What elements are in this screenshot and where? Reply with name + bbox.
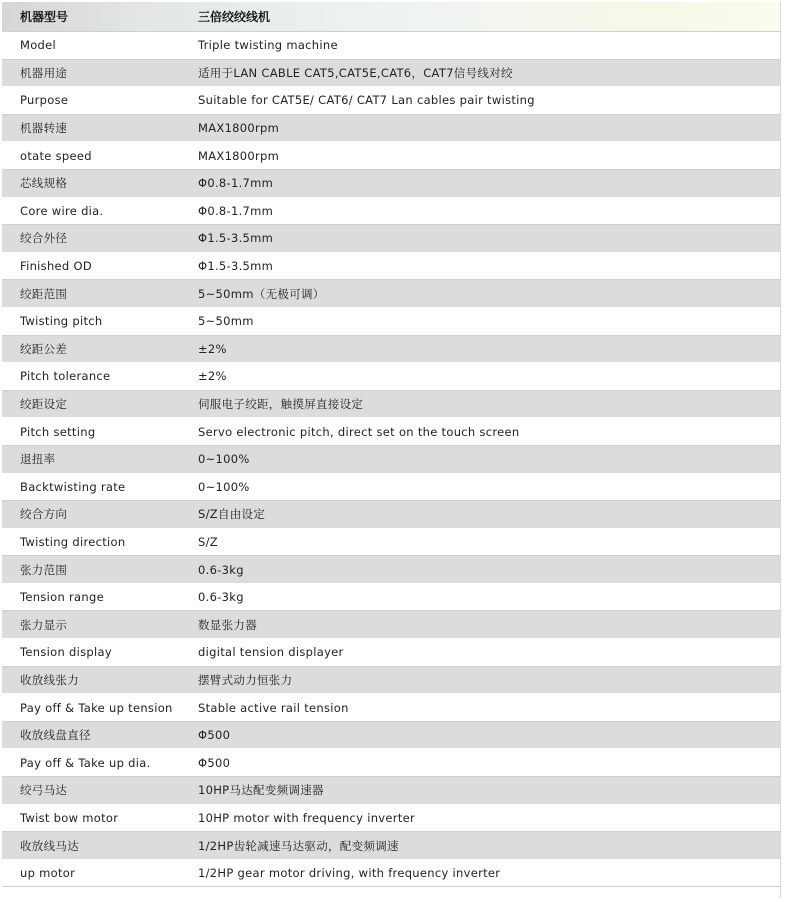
spec-label: 绞弓马达 (2, 777, 180, 805)
table-row (2, 280, 780, 308)
spec-label: Model (2, 32, 180, 60)
spec-value: S/Z (180, 528, 780, 556)
spec-value: 摆臂式动力恒张力 (180, 666, 780, 694)
spec-value: 数显张力器 (180, 611, 780, 639)
spec-label: Twisting pitch (2, 307, 180, 335)
spec-value: MAX1800rpm (180, 142, 780, 170)
spec-value: 5~50mm (180, 307, 780, 335)
table-row (2, 390, 780, 418)
spec-value: Triple twisting machine (180, 32, 780, 60)
table-row (2, 611, 780, 639)
spec-value: Φ1.5-3.5mm (180, 225, 780, 253)
table-row (2, 87, 780, 115)
spec-label: 退扭率 (2, 445, 180, 473)
spec-label: otate speed (2, 142, 180, 170)
spec-label: Backtwisting rate (2, 473, 180, 501)
table-row (2, 307, 780, 335)
table-row (2, 556, 780, 584)
header-model-label: 机器型号 (20, 10, 69, 24)
table-row (2, 859, 780, 887)
table-row (2, 749, 780, 777)
table-row (2, 832, 780, 860)
spec-value: 10HP motor with frequency inverter (180, 804, 780, 832)
table-row (2, 32, 780, 60)
table-row (2, 473, 780, 501)
spec-label: 收放线张力 (2, 666, 180, 694)
spec-value: 5~50mm（无极可调） (180, 280, 780, 308)
table-row (2, 335, 780, 363)
spec-label: Twist bow motor (2, 804, 180, 832)
spec-value: Φ500 (180, 749, 780, 777)
spec-label: 张力显示 (2, 611, 180, 639)
spec-label: Twisting direction (2, 528, 180, 556)
table-row (2, 197, 780, 225)
table-row (2, 583, 780, 611)
table-row (2, 225, 780, 253)
spec-label: 绞合方向 (2, 501, 180, 529)
spec-label: Pay off & Take up dia. (2, 749, 180, 777)
spec-label: Pitch tolerance (2, 363, 180, 391)
table-row (2, 666, 780, 694)
table-row (2, 363, 780, 391)
spec-value: 适用于LAN CABLE CAT5,CAT5E,CAT6，CAT7信号线对绞 (180, 59, 780, 87)
spec-label: 张力范围 (2, 556, 180, 584)
table-row (2, 445, 780, 473)
spec-value: digital tension displayer (180, 639, 780, 667)
table-row (2, 418, 780, 446)
spec-label: Finished OD (2, 252, 180, 280)
table-row (2, 804, 780, 832)
table-row (2, 114, 780, 142)
spec-label: Core wire dia. (2, 197, 180, 225)
table-row (2, 142, 780, 170)
spec-label: 收放线马达 (2, 832, 180, 860)
spec-label: 绞合外径 (2, 225, 180, 253)
table-right-border (780, 2, 781, 898)
spec-label: Tension display (2, 639, 180, 667)
spec-value: Stable active rail tension (180, 694, 780, 722)
spec-value: 0.6-3kg (180, 556, 780, 584)
table-row (2, 528, 780, 556)
spec-label: Pitch setting (2, 418, 180, 446)
spec-label: up motor (2, 859, 180, 887)
spec-value: Φ0.8-1.7mm (180, 169, 780, 197)
spec-label: 收放线盘直径 (2, 721, 180, 749)
table-row (2, 501, 780, 529)
spec-value: 0~100% (180, 473, 780, 501)
spec-label: Purpose (2, 87, 180, 115)
spec-label: 绞距公差 (2, 335, 180, 363)
spec-label: 芯线规格 (2, 169, 180, 197)
spec-value: S/Z自由设定 (180, 501, 780, 529)
spec-label: 机器转速 (2, 114, 180, 142)
spec-value: 0~100% (180, 445, 780, 473)
spec-label: 绞距范围 (2, 280, 180, 308)
header-machine-name: 三倍绞绞线机 (198, 10, 271, 24)
table-row (2, 694, 780, 722)
spec-table-body (2, 32, 780, 887)
table-row (2, 169, 780, 197)
table-row (2, 721, 780, 749)
spec-value: 1/2HP gear motor driving, with frequency inverter (180, 859, 780, 887)
spec-label: 机器用途 (2, 59, 180, 87)
spec-value: Φ1.5-3.5mm (180, 252, 780, 280)
spec-value: Servo electronic pitch, direct set on the touch screen (180, 418, 780, 446)
spec-value: 10HP马达配变频调速器 (180, 777, 780, 805)
spec-label: Pay off & Take up tension (2, 694, 180, 722)
spec-value: MAX1800rpm (180, 114, 780, 142)
spec-value: 伺服电子绞距，触摸屏直接设定 (180, 390, 780, 418)
spec-table (2, 2, 780, 887)
spec-value: Φ0.8-1.7mm (180, 197, 780, 225)
spec-label: Tension range (2, 583, 180, 611)
table-row (2, 252, 780, 280)
spec-value: Suitable for CAT5E/ CAT6/ CAT7 Lan cables pair twisting (180, 87, 780, 115)
spec-label: 绞距设定 (2, 390, 180, 418)
table-header-row (2, 2, 780, 32)
spec-value: Φ500 (180, 721, 780, 749)
table-row (2, 639, 780, 667)
spec-value: ±2% (180, 363, 780, 391)
spec-value: 1/2HP齿轮减速马达驱动，配变频调速 (180, 832, 780, 860)
table-row (2, 777, 780, 805)
spec-value: ±2% (180, 335, 780, 363)
table-row (2, 59, 780, 87)
spec-value: 0.6-3kg (180, 583, 780, 611)
